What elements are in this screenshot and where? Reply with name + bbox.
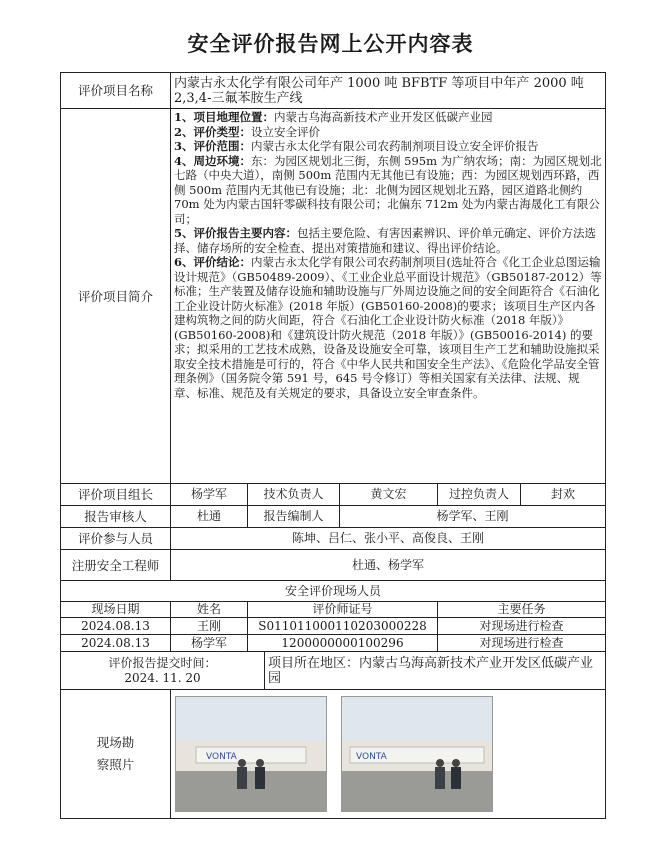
site-name: 王刚 xyxy=(171,618,248,635)
submit-label: 评价报告提交时间： xyxy=(108,655,217,670)
row-site-headers xyxy=(61,602,606,618)
leader-label: 评价项目组长 xyxy=(61,484,171,506)
photo-sign-text: VONTA xyxy=(206,752,237,762)
summary-value xyxy=(171,109,606,484)
location-cell xyxy=(265,652,606,690)
author-label: 报告编制人 xyxy=(248,506,340,528)
site-date: 2024.08.13 xyxy=(61,635,171,652)
site-cert: S011011000110203000228 xyxy=(248,618,438,635)
leader-value: 杨学军 xyxy=(171,484,248,506)
site-task: 对现场进行检查 xyxy=(438,618,606,635)
site-header-name: 姓名 xyxy=(171,602,248,618)
table-row xyxy=(61,635,606,652)
reviewer-value: 杜通 xyxy=(171,506,248,528)
tech-label: 技术负责人 xyxy=(248,484,340,506)
participants-label: 评价参与人员 xyxy=(61,528,171,550)
report-table xyxy=(60,72,606,819)
summary-item-3: 3、评价范围：内蒙古永太化学有限公司农药制剂项目设立安全评价报告 xyxy=(174,139,539,153)
site-task: 对现场进行检查 xyxy=(438,635,606,652)
photo-label: 现场勘察照片 xyxy=(61,690,171,819)
site-header-cert: 评价师证号 xyxy=(248,602,438,618)
table-row xyxy=(61,618,606,635)
tech-value: 黄文宏 xyxy=(340,484,438,506)
site-section-title: 安全评价现场人员 xyxy=(61,581,606,602)
process-label: 过控负责人 xyxy=(438,484,521,506)
page-title: 安全评价报告网上公开内容表 xyxy=(187,32,474,56)
submit-cell xyxy=(61,652,265,690)
engineer-value: 杜通、杨学军 xyxy=(171,550,606,581)
engineer-label: 注册安全工程师 xyxy=(61,550,171,581)
site-header-task: 主要任务 xyxy=(438,602,606,618)
summary-item-4: 4、周边环境：东：为园区规划北三街，东侧 595m 为广纳农场；南：为园区规划北七路（中央大道），南侧 500m 范围内无其他已有设施；西：为园区规划西环路，西侧 500m 范围内无其他已有设施；北：北侧为园区规划北五路，园区道路北侧约 70m 处为内蒙古国轩零碳科技有限公司；北偏东 712m 处为内蒙古海晟化工有限公司； xyxy=(174,153,602,226)
author-value: 杨学军、王刚 xyxy=(340,506,606,528)
submit-date: 2024. 11. 20 xyxy=(124,670,201,685)
row-participants xyxy=(61,528,606,550)
photo-area xyxy=(171,690,606,819)
site-date: 2024.08.13 xyxy=(61,618,171,635)
site-photo xyxy=(341,696,493,812)
site-cert: 1200000000100296 xyxy=(248,635,438,652)
row-project-name xyxy=(61,73,606,109)
summary-item-2: 2、评价类型：设立安全评价 xyxy=(174,124,321,139)
site-photo xyxy=(175,696,327,812)
row-reviewers xyxy=(61,506,606,528)
project-name-label: 评价项目名称 xyxy=(61,73,171,109)
summary-item-5: 5、评价报告主要内容：包括主要危险、有害因素辨识、评价单元确定、评价方法选择、储存场所的安全检查、提出对策措施和建议、得出评价结论。 xyxy=(174,226,597,255)
reviewer-label: 报告审核人 xyxy=(61,506,171,528)
participants-value: 陈坤、吕仁、张小平、高俊良、王刚 xyxy=(171,528,606,550)
project-name-value: 内蒙古永太化学有限公司年产 1000 吨 BFBTF 等项目中年产 2000 吨 2,3,4-三氟苯胺生产线 xyxy=(171,73,606,109)
row-engineer xyxy=(61,550,606,581)
row-summary xyxy=(61,109,606,484)
row-submit xyxy=(61,652,606,690)
summary-item-1: 1、项目地理位置：内蒙古乌海高新技术产业开发区低碳产业园 xyxy=(174,110,493,124)
row-photos xyxy=(61,690,606,819)
row-leaders xyxy=(61,484,606,506)
row-site-title xyxy=(61,581,606,602)
photo-sign-text: VONTA xyxy=(356,752,387,762)
location-value: 内蒙古乌海高新技术产业开发区低碳产业园 xyxy=(268,655,594,686)
location-label: 项目所在地区： xyxy=(268,655,360,671)
site-header-date: 现场日期 xyxy=(61,602,171,618)
site-name: 杨学军 xyxy=(171,635,248,652)
summary-label: 评价项目简介 xyxy=(61,109,171,484)
process-value: 封欢 xyxy=(521,484,606,506)
summary-item-6: 6、评价结论：内蒙古永太化学有限公司农药制剂项目(选址符合《化工企业总图运输设计规范》（GB50489-2009）、《工业企业总平面设计规范》（GB50187-2012）等标准；生产装置及储存设施和辅助设施与厂外周边设施之间的安全间距符合《石油化工企业设计防火标准》(2018 年版）(GB50160-2008)的要求；该项目生产区内各建构筑物之间的防火间距，符合《石油化工企业设计防火标准（2018 年版）》(GB50160-2008)和《建筑设计防火规范（2018 年版）》(GB50016-2014) 的要求；拟采用的工艺技术成熟，设备及设施安全可靠，该项目生产工艺和辅助设施拟采取安全技术措施是可行的，符合《中华人民共和国安全生产法》、《危险化学品安全管理条例》（国务院令第 591 号，645 号令修订）等相关国家有关法律、法规、规章、标准、规范及有关规定的要求，具备设立安全审查条件。 xyxy=(174,255,602,400)
